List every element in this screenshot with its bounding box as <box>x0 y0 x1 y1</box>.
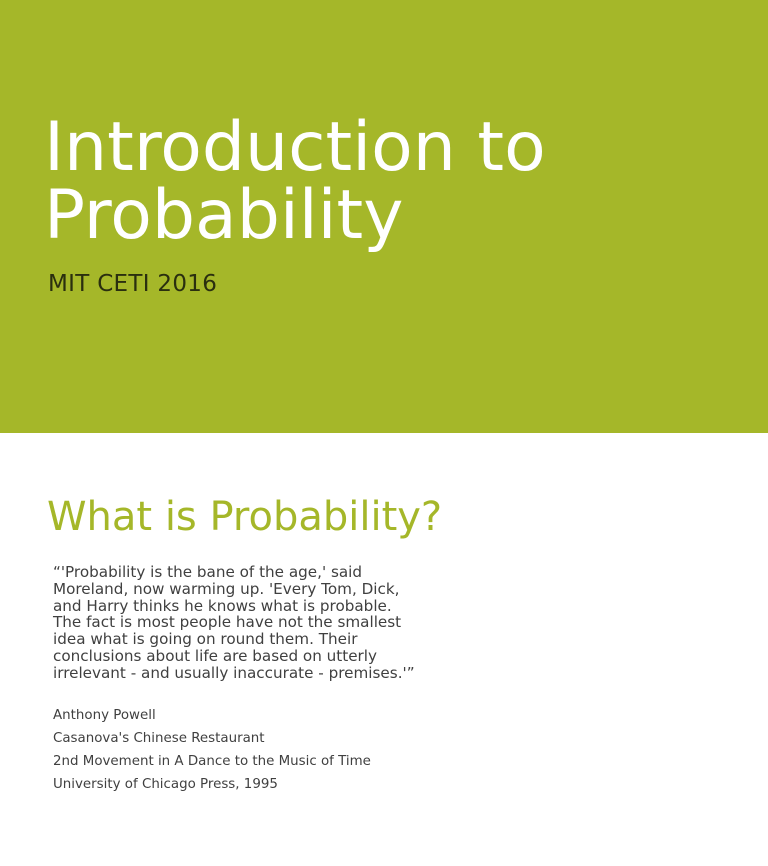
citation-publisher: University of Chicago Press, 1995 <box>53 777 278 792</box>
citation-author: Anthony Powell <box>53 708 156 723</box>
slide-heading: What is Probability? <box>47 494 443 540</box>
slide-title-line-2: Probability <box>44 176 404 255</box>
slide-subtitle: MIT CETI 2016 <box>48 271 218 297</box>
quote-text: “'Probability is the bane of the age,' said Moreland, now warming up. 'Every Tom, Dick, and Harry thinks he knows what is probable. The fact is most people have not the smallest idea what is going on round them. Their conclusions about life are based on utterly irrelevant - and usually inaccurate - premises.'” <box>53 563 415 682</box>
citation-book: Casanova's Chinese Restaurant <box>53 731 265 746</box>
slide-title-line-1: Introduction to <box>44 108 546 187</box>
slide-title <box>44 108 546 255</box>
content-slide <box>0 433 768 866</box>
citation-series: 2nd Movement in A Dance to the Music of Time <box>53 754 371 769</box>
